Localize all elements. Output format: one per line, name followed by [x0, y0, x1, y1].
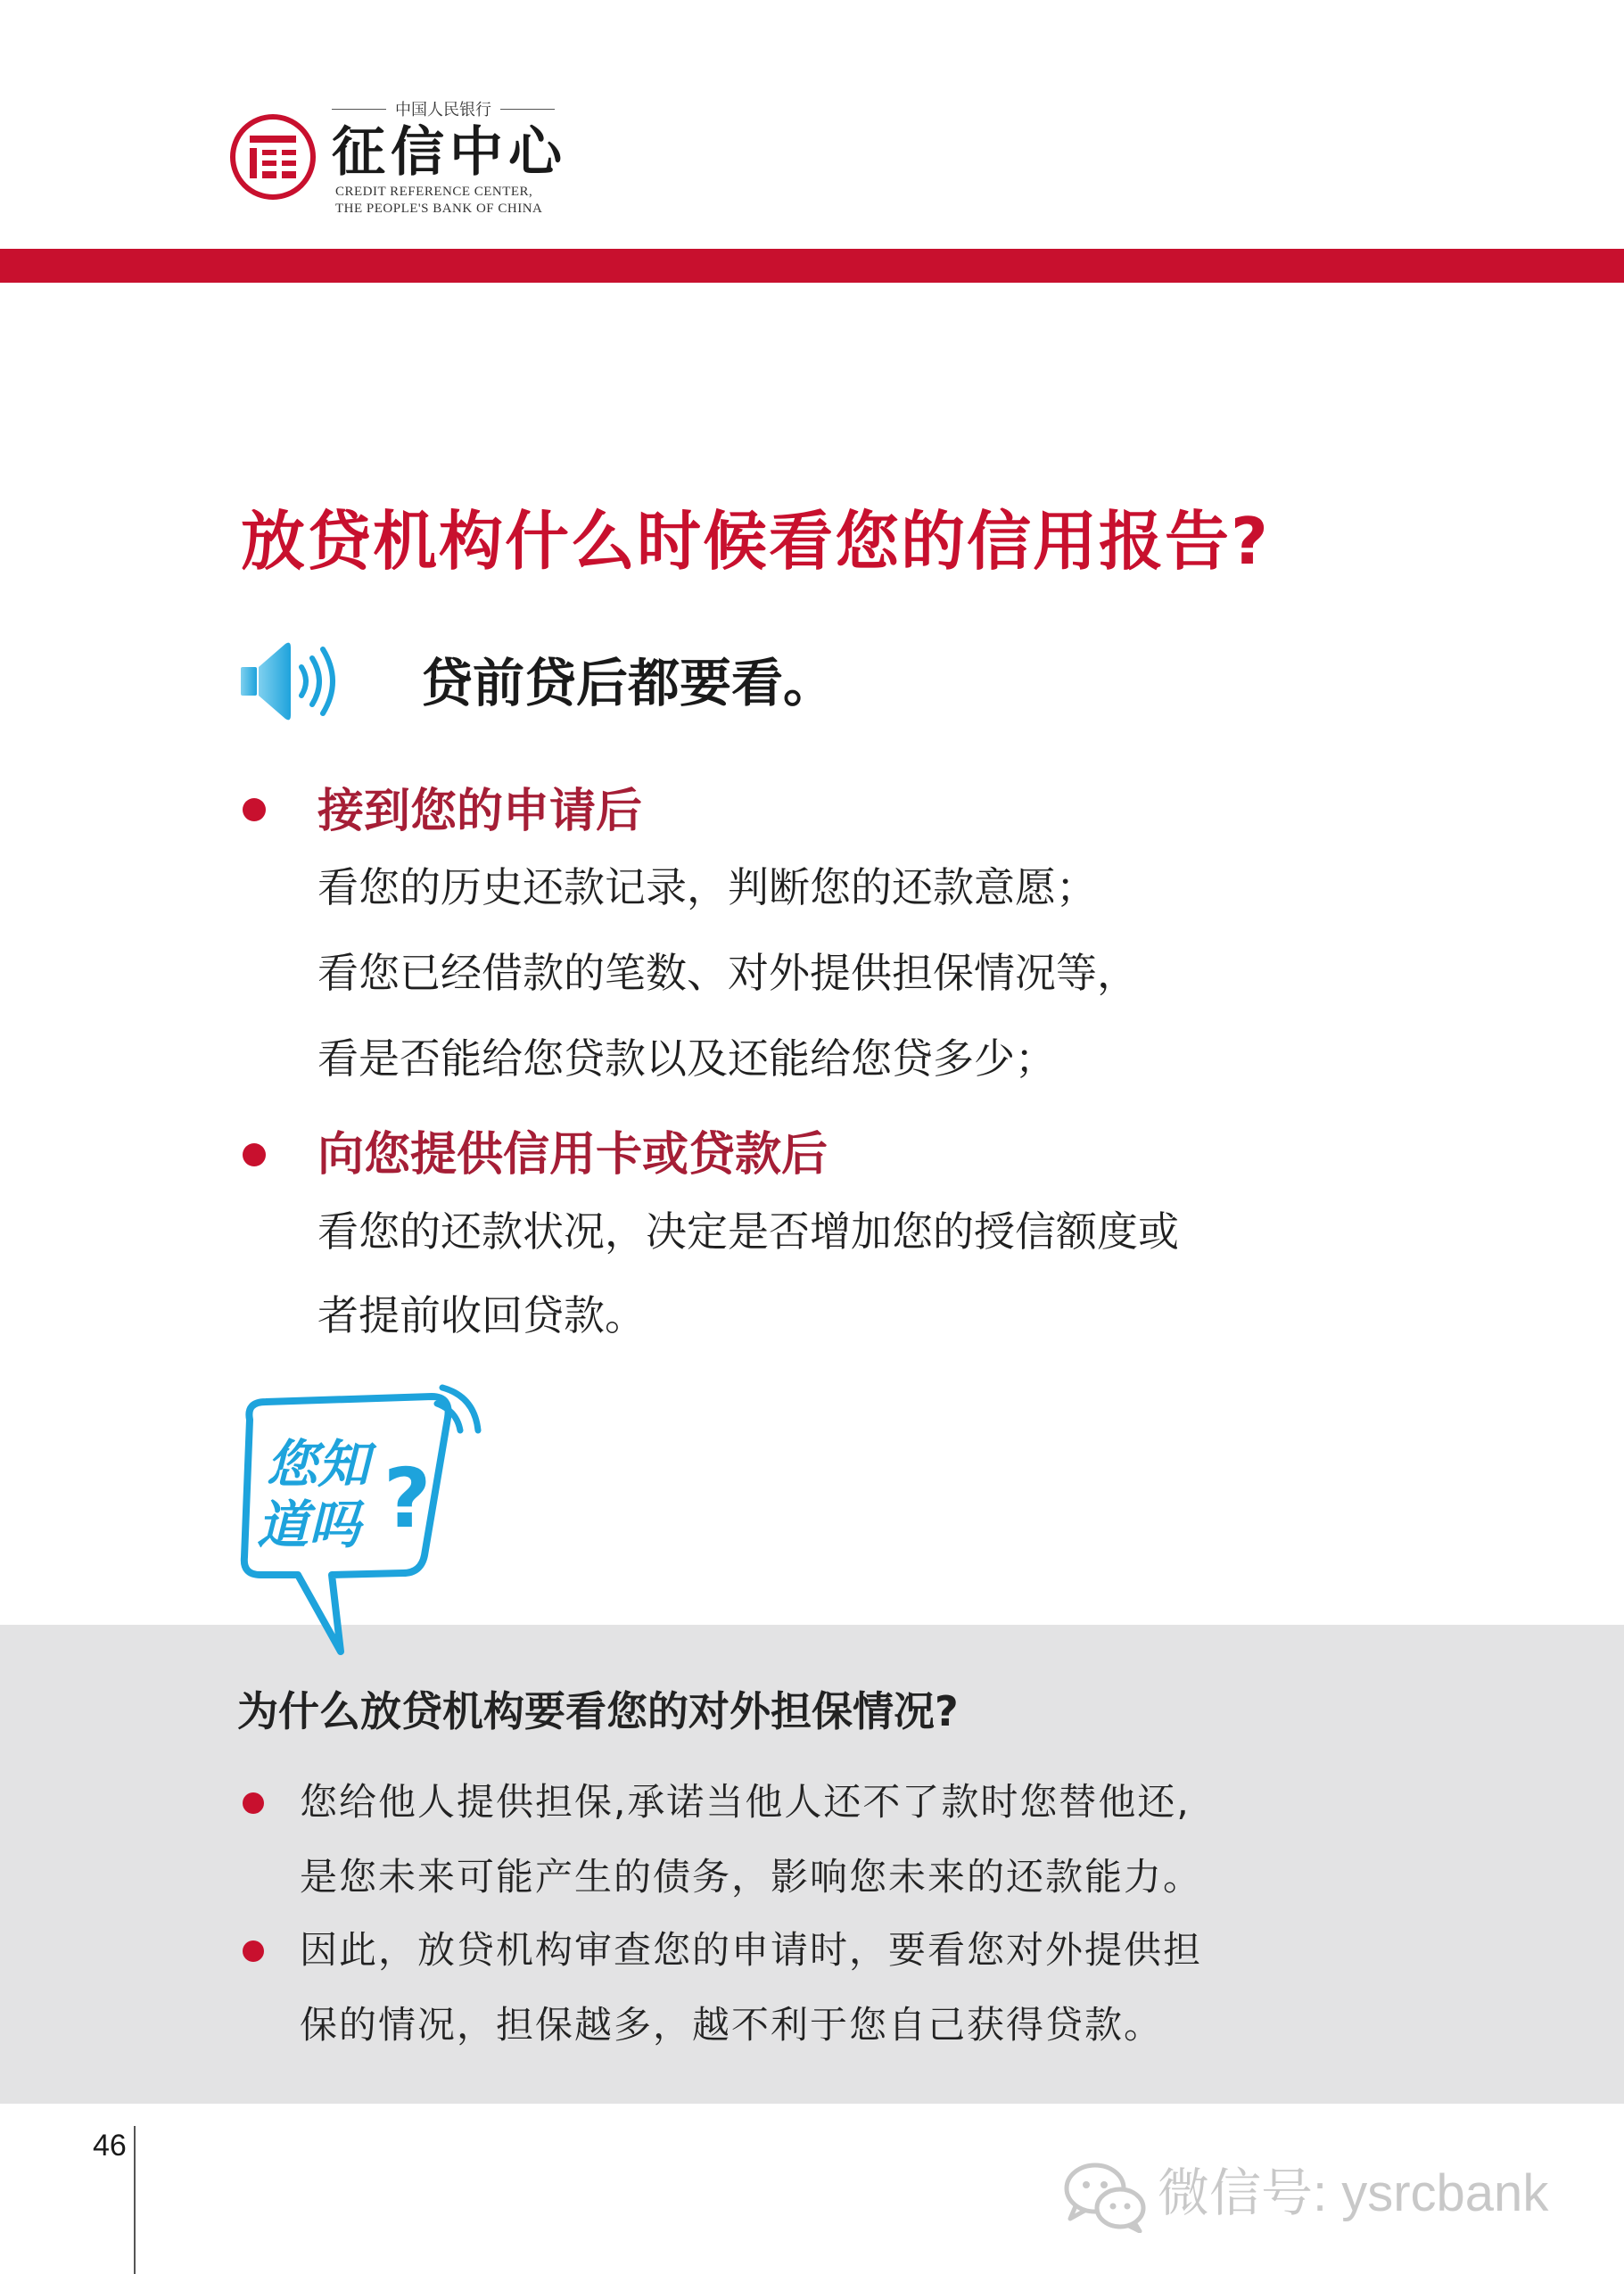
- org-cn-top: [332, 96, 555, 121]
- item-line: 看是否能给您贷款以及还能给您贷多少；: [317, 1034, 1056, 1083]
- callout-line2: 道吗: [257, 1495, 361, 1555]
- org-en-name: [335, 184, 542, 218]
- org-en-line2: THE PEOPLE'S BANK OF CHINA: [335, 202, 543, 216]
- bullet-dot: [243, 1940, 264, 1962]
- faq-question: 为什么放贷机构要看您的对外担保情况?: [237, 1687, 959, 1735]
- wechat-watermark: 微信号: ysrcbank: [1158, 2164, 1549, 2222]
- speech-bubble-icon: [234, 1384, 492, 1660]
- page-number: 46: [93, 2129, 127, 2163]
- item-line: 看您的还款状况，决定是否增加您的授信额度或: [317, 1207, 1179, 1256]
- page-title: 放贷机构什么时候看您的信用报告?: [241, 504, 1270, 579]
- item-line: 看您的历史还款记录，判断您的还款意愿；: [317, 863, 1097, 911]
- wechat-icon: [1063, 2160, 1149, 2233]
- item-heading-after-credit: 向您提供信用卡或贷款后: [317, 1128, 828, 1182]
- callout-question-mark: ?: [383, 1451, 432, 1546]
- org-name: 征信中心: [332, 121, 567, 184]
- bullet-dot: [243, 1792, 264, 1814]
- callout-line1: 您知: [266, 1434, 370, 1495]
- item-line: 看您已经借款的笔数、对外提供担保情况等，: [317, 949, 1138, 997]
- org-cn-top-text: 中国人民银行: [395, 101, 491, 119]
- subtitle: 贷前贷后都要看。: [421, 653, 836, 713]
- org-en-line1: CREDIT REFERENCE CENTER,: [335, 185, 533, 199]
- logo-seal-icon: [230, 114, 316, 200]
- footer-divider: [134, 2126, 136, 2274]
- speaker-icon: [239, 637, 346, 726]
- faq-point-line: 是您未来可能产生的债务，影响您未来的还款能力。: [300, 1855, 1203, 1899]
- item-heading-after-application: 接到您的申请后: [317, 785, 643, 838]
- faq-point-line: 因此，放贷机构审查您的申请时，要看您对外提供担: [300, 1928, 1203, 1972]
- bullet-dot: [243, 1143, 266, 1166]
- header-red-band: [0, 249, 1624, 283]
- faq-point-line: 保的情况，担保越多，越不利于您自己获得贷款。: [300, 2003, 1164, 2047]
- faq-point-line: 您给他人提供担保,承诺当他人还不了款时您替他还,: [300, 1780, 1191, 1824]
- item-line: 者提前收回贷款。: [317, 1291, 646, 1339]
- bullet-dot: [243, 798, 266, 821]
